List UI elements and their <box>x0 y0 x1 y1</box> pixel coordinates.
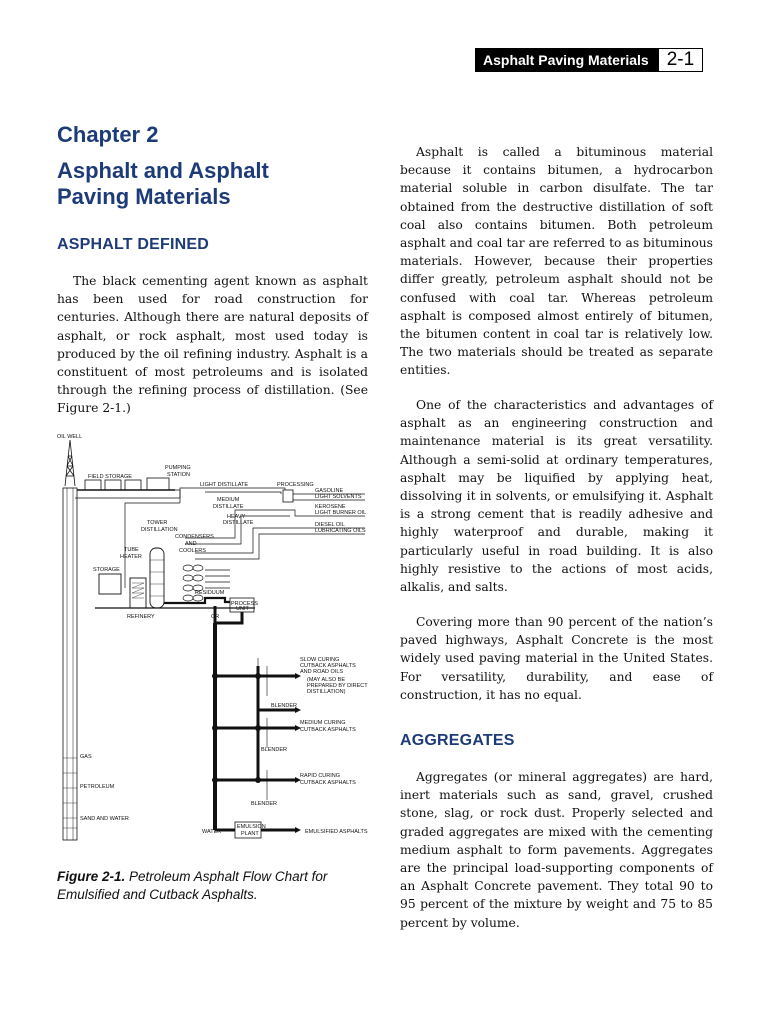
label-tube: TUBE <box>124 547 139 553</box>
paragraph-paved-highways: Covering more than 90 percent of the nation’s paved highways, Asphalt Concrete is the most widely used paving material in the United States. For versatility, durability, and ease of construction, it has no equal. <box>400 615 713 702</box>
paragraph-bituminous: Asphalt is called a bituminous material because it contains bitumen, a hydrocarbon material soluble in carbon disulfate. The tar obtained from the destructive distillation of soft coal also contains bitumen. Both petroleum asphalt and coal tar are referred to as bituminous materials. However, because their properties differ greatly, petroleum asphalt should not be confused with coal tar. Whereas petroleum asphalt is composed almost entirely of bitumen, the bitumen content in coal tar is relatively low. The two materials should be treated as separate entities. <box>400 145 713 378</box>
label-emulsion: EMULSION <box>237 824 266 830</box>
arrowheads <box>295 673 301 833</box>
storage-tank <box>99 574 121 594</box>
distillation-tower <box>150 548 164 608</box>
label-sand-and-water: SAND AND WATER <box>80 816 129 822</box>
figure-flow-chart <box>55 428 375 848</box>
label-or: OR <box>211 614 220 620</box>
label-and: AND <box>185 541 197 547</box>
label-medium-curing: MEDIUM CURING <box>300 720 346 726</box>
label-distillate: DISTILLATE <box>213 504 244 510</box>
label-field-storage: FIELD STORAGE <box>88 474 132 480</box>
label-process: PROCESS <box>231 601 258 607</box>
processing-box <box>283 490 293 502</box>
label-may-also-be: (MAY ALSO BE <box>307 677 346 683</box>
label-refinery: REFINERY <box>127 614 155 620</box>
label-gas: GAS <box>80 754 92 760</box>
label-medium: MEDIUM <box>217 497 240 503</box>
label-and-road-oils: AND ROAD OILS <box>300 669 344 675</box>
figure-caption-text: Petroleum Asphalt Flow Chart for Emulsified and Cutback Asphalts. <box>57 869 328 902</box>
heading-asphalt-defined: ASPHALT DEFINED <box>57 236 210 253</box>
paragraph-versatility: One of the characteristics and advantages of asphalt as an engineering construction and maintenance material is its great versatility. Although a semi-solid at ordinary temperatures, asphalt may be liquified by applying heat, dissolving it in solvents, or emulsifying it. Asphalt is a strong cement that is readily adhesive and highly waterproof and durable, making it particularly useful in road building. It is also highly resistive to the actions of most acids, alkalis, and salts. <box>400 398 713 595</box>
figure-caption <box>57 868 372 904</box>
oil-well-derrick <box>65 440 75 486</box>
label-plant: PLANT <box>241 831 259 837</box>
label-blender-1: BLENDER <box>271 703 297 709</box>
label-light-burner-oil: LIGHT BURNER OIL <box>315 510 367 516</box>
label-processing: PROCESSING <box>277 482 314 488</box>
label-condensers: CONDENSERS <box>175 534 214 540</box>
header-section-title: Asphalt Paving Materials <box>475 48 659 72</box>
label-pumping: PUMPING <box>165 465 191 471</box>
paragraph-asphalt-defined: The black cementing agent known as asphalt has been used for road construction for centuries. Although there are natural deposits of asphalt, or rock asphalt, most used today is produced by the oil refining industry. Asphalt is a constituent of most petroleums and is isolated through the refining process of distillation. (See Figure 2-1.) <box>57 274 368 416</box>
label-slow-curing: SLOW CURING <box>300 657 340 663</box>
label-heavy-distillate: DISTILLATE <box>223 520 254 526</box>
figure-caption-label: Figure 2-1. <box>57 869 126 884</box>
label-heavy: HEAVY <box>227 514 246 520</box>
distillate-pipes <box>75 488 365 588</box>
label-kerosene: KEROSENE <box>315 504 346 510</box>
chapter-title <box>57 158 357 210</box>
running-header <box>475 48 703 72</box>
label-diesel-oil: DIESEL OIL <box>315 522 345 528</box>
label-gasoline: GASOLINE <box>315 488 344 494</box>
paragraph-aggregates: Aggregates (or mineral aggregates) are hard, inert materials such as sand, gravel, crushed stone, slag, or rock dust. Properly selected and graded aggregates are mixed with the cementing medium asphalt to form pavements. Aggregates are the principal load-supporting components of an Asphalt Concrete pavement. They total 90 to 95 percent of the mixture by weight and 75 to 85 percent by volume. <box>400 770 713 930</box>
label-station: STATION <box>167 472 191 478</box>
label-light-solvents: LIGHT SOLVENTS <box>315 494 362 500</box>
label-cutback-asphalts-2: CUTBACK ASPHALTS <box>300 727 356 733</box>
label-tower: TOWER <box>147 520 168 526</box>
heading-aggregates: AGGREGATES <box>400 732 515 749</box>
field-storage-tanks <box>85 480 141 490</box>
label-oil-well: OIL WELL <box>57 434 83 440</box>
chapter-title-line-2: Paving Materials <box>57 184 231 209</box>
label-heater: HEATER <box>120 554 142 560</box>
label-emulsified-asphalts: EMULSIFIED ASPHALTS <box>305 829 368 835</box>
residuum-pipe <box>164 598 230 603</box>
label-residuum: RESIDUUM <box>195 590 225 596</box>
pumping-station <box>147 478 169 490</box>
label-blender-2: BLENDER <box>261 747 287 753</box>
label-water: WATER <box>202 829 222 835</box>
label-petroleum: PETROLEUM <box>80 784 115 790</box>
label-unit: UNIT <box>236 606 249 612</box>
label-lubricating-oils: LUBRICATING OILS <box>315 528 366 534</box>
label-blender-3: BLENDER <box>251 801 277 807</box>
page-number: 2-1 <box>659 48 703 72</box>
label-storage: STORAGE <box>93 567 120 573</box>
label-light-distillate: LIGHT DISTILLATE <box>200 482 249 488</box>
label-cutback-asphalts-1: CUTBACK ASPHALTS <box>300 663 356 669</box>
chapter-title-line-1: Asphalt and Asphalt <box>57 158 269 183</box>
label-rapid-curing: RAPID CURING <box>300 773 341 779</box>
label-coolers: COOLERS <box>179 548 206 554</box>
well-casing <box>63 488 77 840</box>
chapter-label: Chapter 2 <box>57 122 159 147</box>
label-distillation: DISTILLATION <box>141 527 178 533</box>
label-distillation-paren: DISTILLATION) <box>307 689 346 695</box>
label-prepared-by-direct: PREPARED BY DIRECT <box>307 683 368 689</box>
label-cutback-asphalts-3: CUTBACK ASPHALTS <box>300 780 356 786</box>
